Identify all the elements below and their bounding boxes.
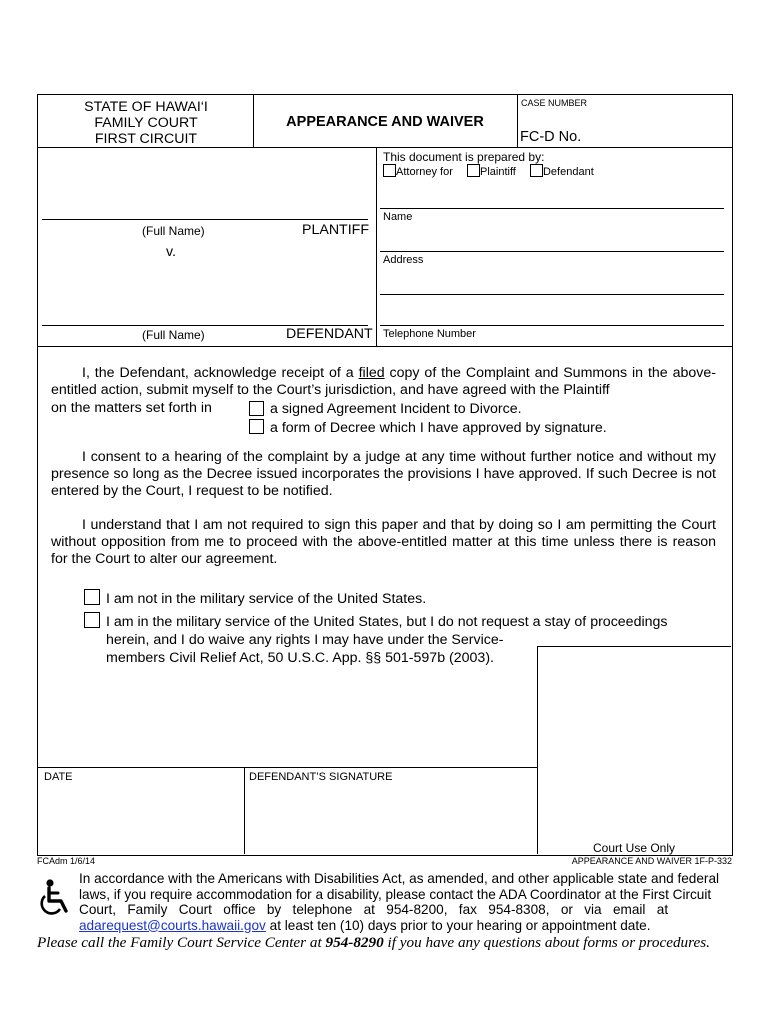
- preparer-name-line[interactable]: [380, 251, 724, 252]
- case-number-label: CASE NUMBER: [521, 98, 588, 108]
- date-label: DATE: [44, 771, 73, 783]
- parties-bottom-rule: [37, 346, 732, 347]
- defendant-option-label: Defendant: [542, 166, 594, 178]
- plaintiff-option-label: Plaintiff: [479, 166, 516, 178]
- service-center-notice: [37, 934, 710, 952]
- ada-email-link[interactable]: adarequest@courts.hawaii.gov: [79, 917, 266, 933]
- signature-field[interactable]: [246, 790, 535, 852]
- acknowledgment-start: I, the Defendant, acknowledge receipt of a: [82, 365, 359, 381]
- attorney-checkbox[interactable]: [383, 164, 396, 177]
- defendant-role: DEFENDANT: [286, 326, 373, 342]
- date-field[interactable]: [38, 790, 243, 852]
- is-military-line-2: herein, and I do waive any rights I may have under the Service-: [106, 632, 504, 648]
- ada-line-1: In accordance with the Americans with Disabilities Act, as amended, and other applicable state and federal: [79, 871, 720, 886]
- consent-paragraph: [51, 449, 716, 500]
- plaintiff-name-label: (Full Name): [142, 224, 205, 238]
- header-divider-2: [517, 94, 518, 147]
- plaintiff-checkbox[interactable]: [467, 164, 480, 177]
- understanding-paragraph: [51, 517, 716, 568]
- court-use-label: Court Use Only: [593, 841, 676, 855]
- preparer-address-line[interactable]: [380, 294, 724, 295]
- signature-row-divider: [244, 767, 245, 854]
- consent-text: I consent to a hearing of the complaint by a judge at any time without further notice and without my presence so long as the Decree issued incorporates the provisions I have approved. If such Decree is not entered by the Court, I request to be notified.: [51, 449, 716, 499]
- plaintiff-role: PLANTIFF: [302, 222, 370, 238]
- preparer-name-label: Name: [383, 211, 413, 223]
- form-code: FCAdm 1/6/14: [37, 856, 96, 866]
- prepared-by-intro: This document is prepared by:: [383, 150, 545, 164]
- agreement-checkbox[interactable]: [249, 401, 264, 421]
- ada-line-4: at least ten (10) days prior to your hearing or appointment date.: [265, 917, 651, 933]
- defendant-signature-label: DEFENDANT’S SIGNATURE: [249, 771, 393, 783]
- decree-checkbox[interactable]: [249, 419, 264, 439]
- understanding-text: I understand that I am not required to sign this paper and that by doing so I am permitting the Court without opposition from me to proceed with the above-entitled matter at this time unless there is reason for the Court to alter our agreement.: [51, 517, 716, 567]
- preparer-telephone-label: Telephone Number: [383, 328, 476, 340]
- preparer-address-label: Address: [383, 254, 424, 266]
- case-number-value[interactable]: FC-D No.: [520, 129, 582, 145]
- acknowledgment-paragraph: [51, 365, 716, 399]
- plaintiff-name-line[interactable]: [42, 219, 368, 220]
- is-military-checkbox[interactable]: [84, 612, 100, 633]
- service-center-end: if you have any questions about forms or procedures.: [383, 934, 710, 951]
- ada-notice: [79, 871, 734, 933]
- state-line: STATE OF HAWAI‘I: [84, 99, 208, 115]
- is-military-line-1: I am in the military service of the United States, but I do not request a stay of proceedings: [106, 614, 668, 630]
- service-center-number: 954-8290: [325, 934, 384, 951]
- form-id: APPEARANCE AND WAIVER 1F-P-332: [571, 856, 732, 866]
- not-military-checkbox[interactable]: [84, 589, 100, 610]
- defendant-name-label: (Full Name): [142, 328, 205, 342]
- acknowledgment-rest: copy of the Complaint and Summons in the above-entitled action, submit myself to the Court’s jurisdiction, and have agreed with the Plaintiff: [51, 365, 716, 398]
- decree-option-label: a form of Decree which I have approved by signature.: [270, 420, 607, 436]
- not-military-label: I am not in the military service of the United States.: [106, 591, 427, 607]
- ada-line-2: laws, if you require accommodation for a disability, please contact the ADA Coordinator at the First Circuit: [79, 886, 712, 902]
- defendant-checkbox[interactable]: [530, 164, 543, 177]
- court-use-box: [537, 646, 731, 854]
- agreement-option-label: a signed Agreement Incident to Divorce.: [270, 401, 522, 417]
- accessibility-icon: [36, 878, 76, 918]
- form-title: APPEARANCE AND WAIVER: [286, 114, 484, 130]
- court-line: FAMILY COURT: [94, 115, 198, 131]
- signature-row-top-rule: [37, 767, 537, 768]
- prepared-by-options: [383, 164, 594, 178]
- preparer-top-line: [380, 208, 724, 209]
- header-bottom-rule: [37, 147, 732, 148]
- parties-divider: [376, 147, 377, 346]
- preparer-telephone-line[interactable]: [380, 325, 724, 326]
- is-military-line-3: members Civil Relief Act, 50 U.S.C. App. §§ 501-597b (2003).: [106, 650, 494, 666]
- court-heading: [40, 99, 252, 147]
- matters-label: on the matters set forth in: [51, 400, 212, 416]
- filed-word: filed: [358, 365, 385, 381]
- circuit-line: FIRST CIRCUIT: [94, 131, 198, 147]
- service-center-start: Please call the Family Court Service Center at: [37, 934, 326, 951]
- versus-label: v.: [166, 244, 176, 260]
- attorney-option-label: Attorney for: [396, 166, 453, 178]
- ada-line-3: Court, Family Court office by telephone at 954-8200, fax 954-8308, or via email at: [79, 902, 669, 917]
